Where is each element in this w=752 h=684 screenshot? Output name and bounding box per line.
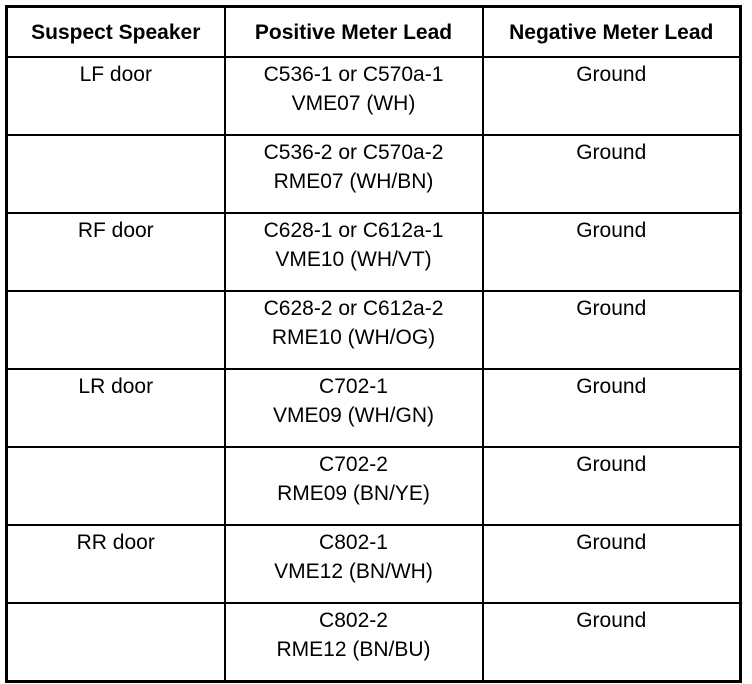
table-row [7, 369, 741, 447]
speaker-cell [7, 603, 225, 682]
circuit-wire: RME07 (WH/BN) [273, 170, 434, 193]
speaker-cell: RF door [7, 213, 225, 291]
table-row [7, 213, 741, 291]
positive-lead-cell [225, 525, 483, 603]
connector-pin: C628-2 or C612a-2 [263, 297, 444, 320]
negative-lead-cell: Ground [483, 603, 741, 682]
table-row [7, 603, 741, 682]
positive-lead-cell [225, 135, 483, 213]
header-row [7, 7, 741, 58]
positive-lead-cell [225, 369, 483, 447]
circuit-wire: VME09 (WH/GN) [272, 404, 434, 427]
speaker-cell: RR door [7, 525, 225, 603]
circuit-wire: VME12 (BN/WH) [274, 560, 433, 583]
circuit-wire: RME10 (WH/OG) [271, 326, 436, 349]
circuit-wire: RME09 (BN/YE) [277, 482, 430, 505]
negative-lead-cell: Ground [483, 369, 741, 447]
positive-lead-cell [225, 603, 483, 682]
negative-lead-cell: Ground [483, 447, 741, 525]
header-negative-meter-lead: Negative Meter Lead [483, 7, 741, 58]
table-row [7, 135, 741, 213]
header-suspect-speaker: Suspect Speaker [7, 7, 225, 58]
negative-lead-cell: Ground [483, 213, 741, 291]
negative-lead-cell: Ground [483, 291, 741, 369]
connector-pin: C702-1 [319, 375, 388, 398]
circuit-wire: RME12 (BN/BU) [276, 638, 431, 661]
connector-pin: C628-1 or C612a-1 [263, 219, 444, 242]
table-row [7, 447, 741, 525]
connector-pin: C536-2 or C570a-2 [263, 141, 444, 164]
circuit-wire: VME07 (WH) [291, 92, 416, 115]
speaker-cell: LR door [7, 369, 225, 447]
table-row [7, 525, 741, 603]
positive-lead-cell [225, 291, 483, 369]
header-positive-meter-lead: Positive Meter Lead [225, 7, 483, 58]
speaker-cell [7, 135, 225, 213]
connector-pin: C802-1 [319, 531, 388, 554]
positive-lead-cell [225, 213, 483, 291]
negative-lead-cell: Ground [483, 57, 741, 135]
connector-pin: C702-2 [319, 453, 388, 476]
speaker-cell: LF door [7, 57, 225, 135]
positive-lead-cell [225, 57, 483, 135]
table-row [7, 57, 741, 135]
speaker-cell [7, 447, 225, 525]
negative-lead-cell: Ground [483, 525, 741, 603]
table-row [7, 291, 741, 369]
connector-pin: C802-2 [319, 609, 388, 632]
negative-lead-cell: Ground [483, 135, 741, 213]
connector-pin: C536-1 or C570a-1 [263, 63, 444, 86]
speaker-cell [7, 291, 225, 369]
speaker-test-table [5, 5, 742, 683]
circuit-wire: VME10 (WH/VT) [275, 248, 432, 271]
positive-lead-cell [225, 447, 483, 525]
